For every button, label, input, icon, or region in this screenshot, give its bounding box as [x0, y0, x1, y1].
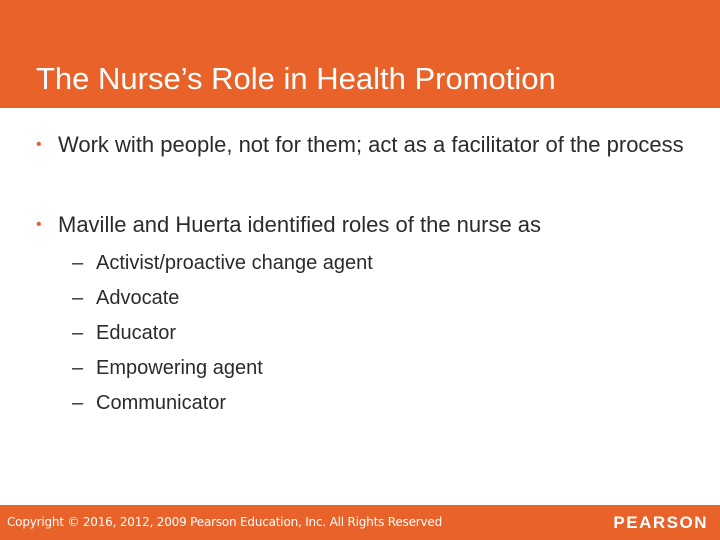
footer-bar: [0, 505, 720, 540]
sub-bullet-text: Communicator: [96, 392, 227, 414]
bullet-item: [36, 130, 686, 160]
sub-bullet-item: [72, 351, 263, 386]
sub-bullet-text: Educator: [96, 322, 177, 344]
slide-title: The Nurse’s Role in Health Promotion: [36, 61, 556, 96]
bullet-icon: •: [36, 216, 42, 233]
title-bar: [0, 0, 720, 108]
dash-icon: –: [72, 287, 84, 309]
dash-icon: –: [72, 357, 84, 379]
bullet-icon: •: [36, 136, 42, 153]
dash-icon: –: [72, 392, 84, 414]
dash-icon: –: [72, 322, 84, 344]
bullet-text: Work with people, not for them; act as a facilitator of the process: [58, 132, 684, 157]
sub-bullet-item: [72, 386, 226, 421]
dash-icon: –: [72, 252, 84, 274]
sub-bullet-text: Empowering agent: [96, 357, 263, 379]
sub-bullet-text: Activist/proactive change agent: [96, 252, 373, 274]
pearson-logo: PEARSON: [613, 513, 708, 532]
sub-bullet-item: [72, 316, 176, 351]
bullet-text: Maville and Huerta identified roles of the nurse as: [58, 212, 542, 237]
sub-bullet-text: Advocate: [96, 287, 180, 309]
bullet-item: [36, 210, 696, 240]
copyright-text: Copyright © 2016, 2012, 2009 Pearson Education, Inc. All Rights Reserved: [7, 515, 442, 529]
sub-bullet-item: [72, 246, 373, 281]
sub-bullet-item: [72, 281, 179, 316]
